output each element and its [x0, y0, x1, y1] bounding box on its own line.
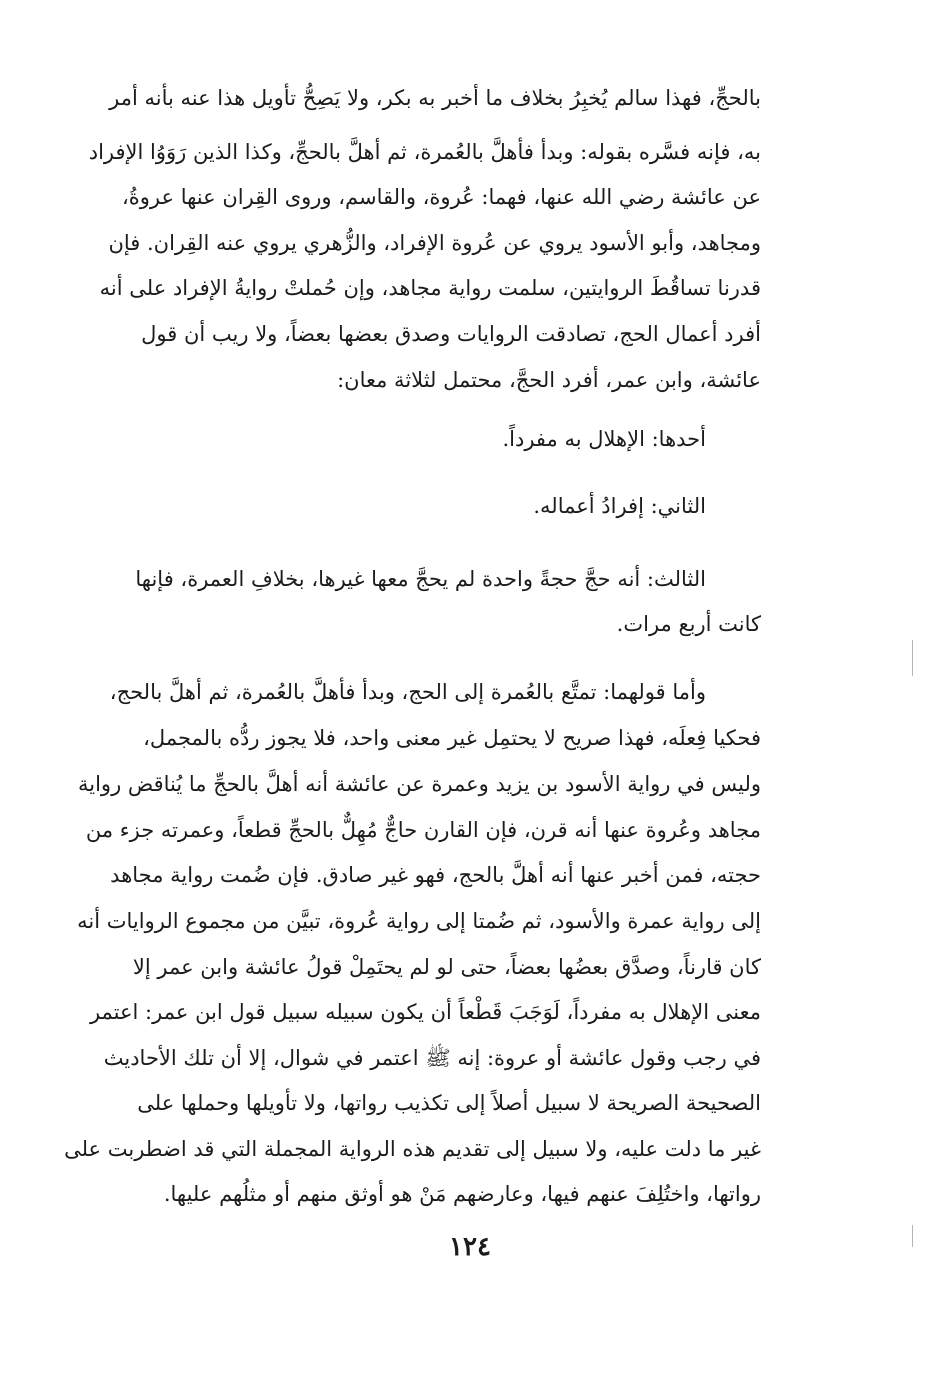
text-line: أفرد أعمال الحج، تصادقت الروايات وصدق بعضها بعضاً، ولا ريب أن قول [141, 322, 761, 346]
text-line: غير ما دلت عليه، ولا سبيل إلى تقديم هذه الرواية المجملة التي قد اضطربت على [64, 1137, 761, 1161]
text-line: حجته، فمن أخبر عنها أنه أهلَّ بالحج، فهو غير صادق. فإن ضُمت رواية مجاهد [110, 863, 761, 887]
page-number: ١٢٤ [449, 1232, 491, 1262]
text-line: إلى رواية عمرة والأسود، ثم ضُمتا إلى رواية عُروة، تبيَّن من مجموع الروايات أنه [77, 909, 761, 933]
text-line: به، فإنه فسَّره بقوله: وبدأ فأهلَّ بالعُمرة، ثم أهلَّ بالحجِّ، وكذا الذين رَوَوُا الإفراد [88, 140, 761, 164]
text-line: كانت أربع مرات. [616, 612, 761, 636]
text-line: الصحيحة الصريحة لا سبيل أصلاً إلى تكذيب رواتها، ولا تأويلها وحملها على [137, 1091, 761, 1115]
text-line: الثالث: أنه حجَّ حجةً واحدة لم يحجَّ معها غيرها، بخلافِ العمرة، فإنها [135, 567, 706, 591]
text-line: عن عائشة رضي الله عنها، فهما: عُروة، والقاسم، وروى القِران عنها عروةُ، [121, 185, 761, 209]
text-line: ومجاهد، وأبو الأسود يروي عن عُروة الإفراد، والزُّهري يروي عنه القِران. فإن [108, 231, 761, 255]
text-line: بالحجِّ، فهذا سالم يُخبِرُ بخلاف ما أخبر به بكر، ولا يَصِحُّ تأويل هذا عنه بأنه أمر [109, 86, 761, 110]
text-line: في رجب وقول عائشة أو عروة: إنه ﷺ اعتمر في شوال، إلا أن تلك الأحاديث [103, 1046, 761, 1070]
text-line: معنى الإهلال به مفرداً، لَوَجَبَ قَطْعاً أن يكون سبيله سبيل قول ابن عمر: اعتمر [89, 1000, 761, 1024]
text-line: كان قارناً، وصدَّق بعضُها بعضاً، حتى لو لم يحتَمِلْ قولُ عائشة وابن عمر إلا [132, 955, 761, 979]
text-line: أحدها: الإهلال به مفرداً. [502, 427, 706, 451]
scan-artifact [912, 640, 913, 676]
text-line: وأما قولهما: تمتَّع بالعُمرة إلى الحج، وبدأ فأهلَّ بالعُمرة، ثم أهلَّ بالحج، [109, 680, 706, 704]
text-line: فحكيا فِعلَه، فهذا صريح لا يحتمِل غير معنى واحد، فلا يجوز ردُّه بالمجمل، [143, 726, 761, 750]
text-line: الثاني: إفرادُ أعماله. [533, 494, 706, 518]
text-line: مجاهد وعُروة عنها أنه قرن، فإن القارن حاجٌّ مُهِلٌّ بالحجِّ قطعاً، وعمرته جزء من [85, 818, 761, 842]
text-line: عائشة، وابن عمر، أفرد الحجَّ، محتمل لثلاثة معان: [337, 368, 761, 392]
text-line: رواتها، واختُلِفَ عنهم فيها، وعارضهم مَنْ هو أوثق منهم أو مثلُهم عليها. [163, 1182, 761, 1206]
text-line: وليس في رواية الأسود بن يزيد وعمرة عن عائشة أنه أهلَّ بالحجِّ ما يُناقض رواية [77, 772, 761, 796]
text-line: قدرنا تساقُطَ الروايتين، سلمت رواية مجاهد، وإن حُملتْ روايةُ الإفراد على أنه [99, 276, 761, 300]
scan-artifact [912, 1225, 913, 1247]
